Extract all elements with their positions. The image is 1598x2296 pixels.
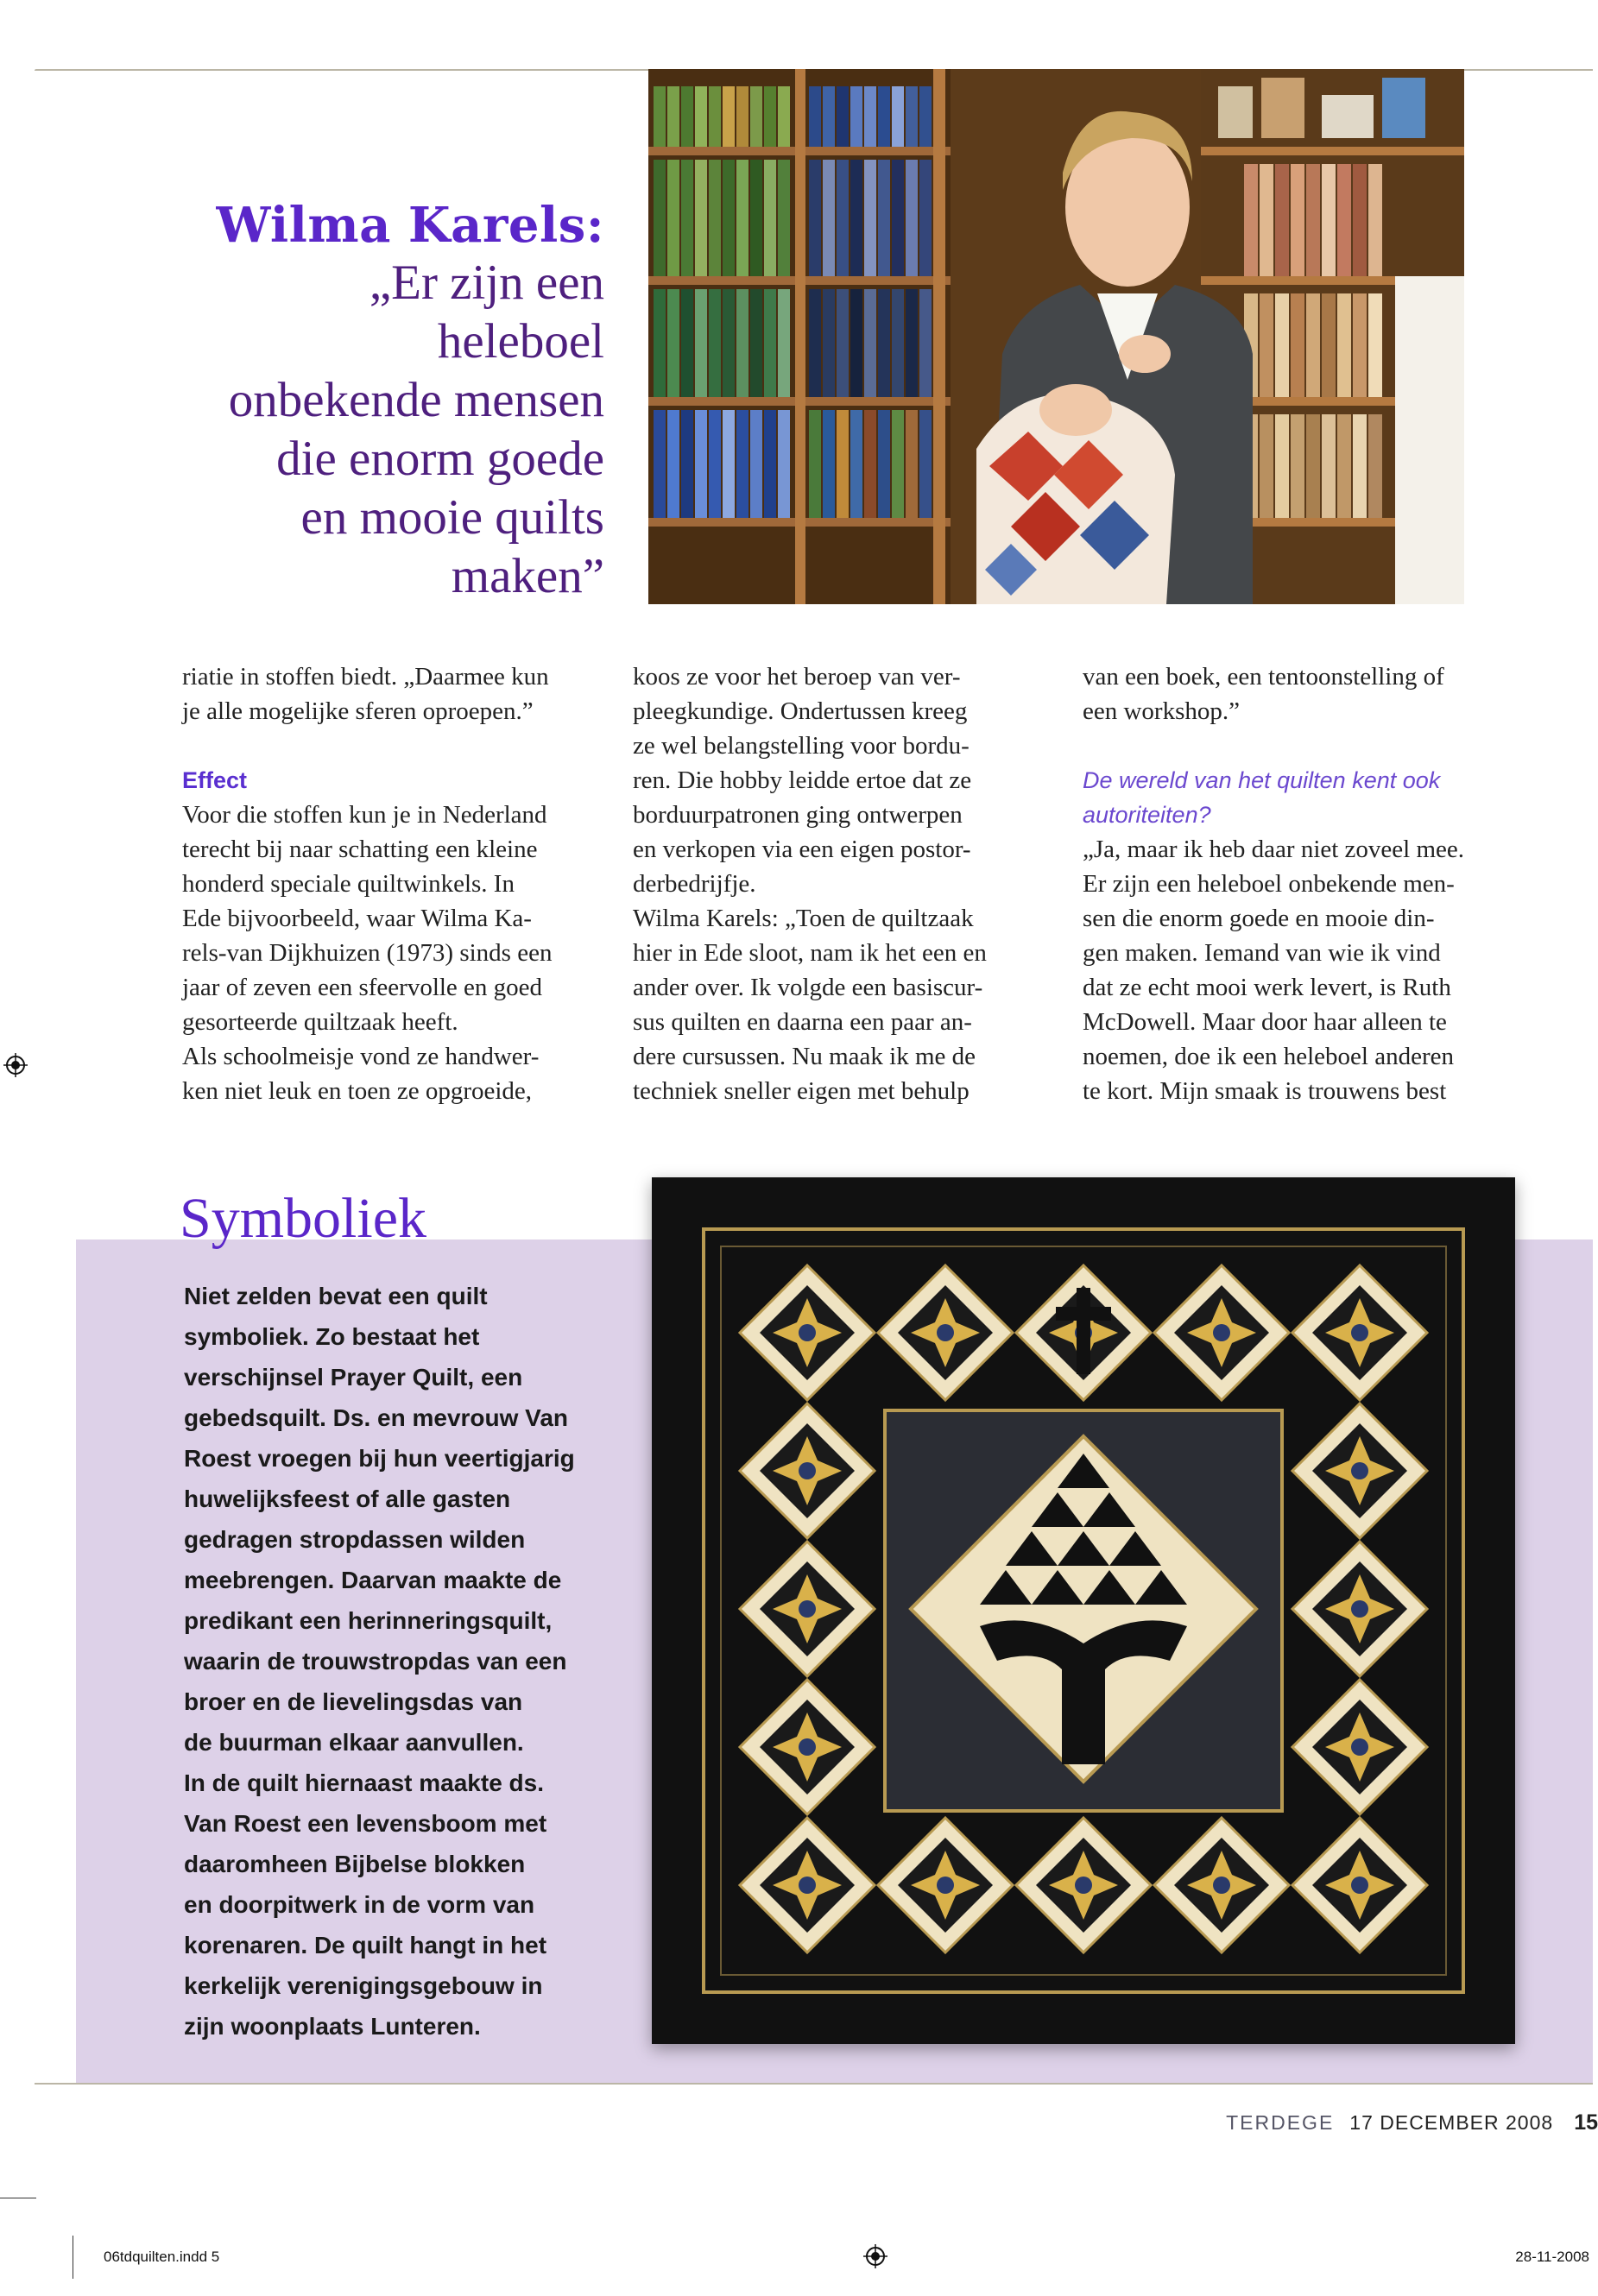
quote-line: maken” (451, 549, 604, 603)
text-line: meebrengen. Daarvan maakte de (184, 1567, 562, 1593)
section-subhead: Effect (182, 767, 248, 793)
text-line: derbedrijfje. (633, 870, 756, 898)
quote-line: en mooie quilts (300, 490, 604, 545)
text-line: verschijnsel Prayer Quilt, een (184, 1364, 523, 1391)
publication-name: TERDEGE (1226, 2111, 1335, 2134)
text-line: riatie in stoffen biedt. „Daarmee kun (182, 663, 549, 691)
text-line: dat ze echt mooi werk levert, is Ruth (1083, 974, 1451, 1001)
text-line: koos ze voor het beroep van ver- (633, 663, 961, 691)
text-line: ander over. Ik volgde een basiscur- (633, 974, 983, 1001)
page-number: 15 (1574, 2110, 1598, 2135)
text-line: autoriteiten? (1083, 802, 1211, 828)
text-line: In de quilt hiernaast maakte ds. (184, 1769, 545, 1796)
text-line: de buurman elkaar aanvullen. (184, 1729, 524, 1756)
text-line: waarin de trouwstropdas van een (184, 1648, 567, 1675)
text-line: Van Roest een levensboom met (184, 1810, 547, 1837)
text-line: korenaren. De quilt hangt in het (184, 1932, 547, 1959)
slug-date: 28-11-2008 (1515, 2249, 1589, 2265)
text-column-3 (1083, 659, 1506, 1108)
page-footer (1226, 2110, 1598, 2135)
text-line: van een boek, een tentoonstelling of (1083, 663, 1444, 691)
text-line: Niet zelden bevat een quilt (184, 1283, 488, 1309)
text-line: ze wel belangstelling voor bordu- (633, 732, 970, 760)
text-line: sus quilten en daarna een paar an- (633, 1008, 972, 1036)
paragraph (1083, 659, 1506, 729)
text-line: symboliek. Zo bestaat het (184, 1323, 480, 1350)
headline-name: Wilma Karels: (216, 197, 604, 254)
text-line: McDowell. Maar door haar alleen te (1083, 1008, 1447, 1036)
text-line: Als schoolmeisje vond ze handwer- (182, 1043, 540, 1070)
text-line: gebedsquilt. Ds. en mevrouw Van (184, 1404, 568, 1431)
text-line: „Ja, maar ik heb daar niet zoveel mee. (1083, 836, 1465, 863)
text-line: hier in Ede sloot, nam ik het een en (633, 939, 987, 967)
quote-line: die enorm goede (276, 432, 604, 486)
text-line: gedragen stropdassen wilden (184, 1526, 526, 1553)
text-line: broer en de lievelingsdas van (184, 1688, 523, 1715)
text-line: techniek sneller eigen met behulp (633, 1077, 970, 1105)
registration-mark-icon (3, 1053, 28, 1077)
text-line: gesorteerde quiltzaak heeft. (182, 1008, 458, 1036)
text-line: noemen, doe ik een heleboel anderen (1083, 1043, 1454, 1070)
text-line: gen maken. Iemand van wie ik vind (1083, 939, 1441, 967)
quote-line: „Er zijn een (369, 255, 604, 310)
slug-filename: 06tdquilten.indd 5 (104, 2249, 220, 2265)
text-line: en verkopen via een eigen postor- (633, 836, 971, 863)
paragraph (1083, 832, 1506, 1108)
text-line: Voor die stoffen kun je in Nederland (182, 801, 547, 829)
text-line: Ede bijvoorbeeld, waar Wilma Ka- (182, 905, 532, 932)
headline-quote (129, 254, 604, 606)
paragraph (633, 659, 1056, 901)
text-line: Er zijn een heleboel onbekende men- (1083, 870, 1455, 898)
text-line: sen die enorm goede en mooie din- (1083, 905, 1435, 932)
text-line: dere cursussen. Nu maak ik me de (633, 1043, 976, 1070)
text-line: kerkelijk verenigingsgebouw in (184, 1972, 543, 1999)
paragraph (182, 1039, 605, 1108)
quote-line: onbekende mensen (228, 373, 604, 427)
text-line: honderd speciale quiltwinkels. In (182, 870, 515, 898)
paragraph (633, 901, 1056, 1108)
text-line: je alle mogelijke sferen oproepen.” (182, 697, 534, 725)
text-line: huwelijksfeest of alle gasten (184, 1485, 511, 1512)
paragraph (182, 798, 605, 1039)
text-line: ken niet leuk en toen ze opgroeide, (182, 1077, 533, 1105)
text-line: rels-van Dijkhuizen (1973) sinds een (182, 939, 553, 967)
text-line: predikant een herinneringsquilt, (184, 1607, 553, 1634)
text-line: een workshop.” (1083, 697, 1241, 725)
trim-line-bottom (35, 2083, 1593, 2085)
text-line: borduurpatronen ging ontwerpen (633, 801, 963, 829)
sidebar-title: Symboliek (180, 1187, 427, 1250)
text-line: zijn woonplaats Lunteren. (184, 2013, 481, 2040)
text-line: De wereld van het quilten kent ook (1083, 767, 1441, 793)
text-line: en doorpitwerk in de vorm van (184, 1891, 535, 1918)
text-line: Roest vroegen bij hun veertigjarig (184, 1445, 575, 1472)
text-line: terecht bij naar schatting een kleine (182, 836, 538, 863)
text-line: ren. Die hobby leidde ertoe dat ze (633, 766, 972, 794)
text-line: pleegkundige. Ondertussen kreeg (633, 697, 968, 725)
paragraph (182, 659, 605, 729)
text-line: jaar of zeven een sfeervolle en goed (182, 974, 543, 1001)
registration-mark-icon (863, 2244, 887, 2268)
quote-line: heleboel (437, 314, 604, 369)
sidebar-text (184, 1276, 633, 2047)
text-column-2 (633, 659, 1056, 1108)
quilt-photo (652, 1177, 1515, 2044)
text-line: Wilma Karels: „Toen de quiltzaak (633, 905, 974, 932)
headline (129, 197, 604, 606)
interview-question (1083, 763, 1506, 832)
text-column-1 (182, 659, 605, 1108)
portrait-photo (648, 69, 1464, 604)
text-line: te kort. Mijn smaak is trouwens best (1083, 1077, 1447, 1105)
issue-date: 17 DECEMBER 2008 (1349, 2111, 1554, 2134)
text-line: daaromheen Bijbelse blokken (184, 1851, 526, 1877)
